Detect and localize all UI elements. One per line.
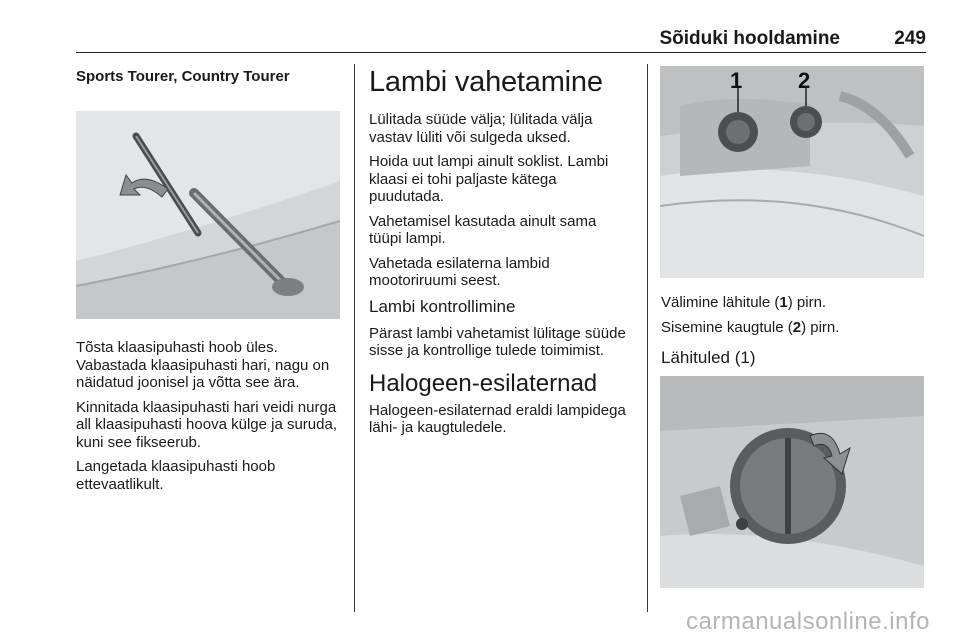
callout-label: 2	[798, 68, 811, 93]
subsection-heading: Lähituled (1)	[661, 348, 756, 367]
bulb-line: Sisemine kaugtule (2) pirn.	[661, 318, 840, 336]
instruction-paragraph: Langetada klaasipuhasti hoob ettevaatlikult.	[76, 458, 276, 493]
column-divider	[354, 64, 355, 612]
halogen-paragraph: Halogeen-esilaternad eraldi lampidega lähi- ja kaugtuledele.	[369, 401, 626, 436]
low-beam-illustration	[660, 376, 924, 588]
intro-paragraph: Vahetada esilaterna lambid mootoriruumi seest.	[369, 254, 550, 289]
callout-label: 1	[730, 68, 743, 93]
wiper-illustration	[76, 111, 340, 319]
column-headlamp	[661, 64, 927, 588]
section-title: Sõiduki hooldamine	[659, 28, 840, 49]
watermark: carmanualsonline.info	[686, 608, 930, 635]
instruction-paragraph: Kinnitada klaasipuhasti hari veidi nurga all klaasipuhasti hoova külge ja suruda, kuni see fikseerub.	[76, 398, 337, 451]
section-heading: Lambi vahetamine	[369, 66, 603, 98]
check-paragraph: Pärast lambi vahetamist lülitage süüde sisse ja kontrollige tulede toimimist.	[369, 324, 626, 359]
headlamp-illustration	[660, 66, 924, 278]
instruction-paragraph: Tõsta klaasipuhasti hoob üles. Vabastada klaasipuhasti hari, nagu on näidatud joonisel ja võtta see ära.	[76, 339, 330, 391]
page-header	[76, 28, 926, 53]
intro-paragraph: Hoida uut lampi ainult soklist. Lambi klaasi ei tohi paljaste kätega puudutada.	[369, 153, 609, 205]
intro-paragraph: Vahetamisel kasutada ainult sama tüüpi lampi.	[369, 212, 597, 247]
column-divider	[647, 64, 648, 612]
column-bulb-replacement	[369, 64, 631, 444]
intro-paragraph: Lülitada süüde välja; lülitada välja vastav lüliti või sulgeda uksed.	[369, 111, 593, 146]
model-subheading: Sports Tourer, Country Tourer	[76, 68, 290, 85]
bulb-line: Välimine lähitule (1) pirn.	[661, 294, 827, 311]
page-number: 249	[894, 28, 926, 49]
subsection-heading: Lambi kontrollimine	[369, 296, 516, 316]
subsection-heading: Halogeen-esilaternad	[369, 369, 598, 397]
column-wiper	[76, 64, 342, 500]
